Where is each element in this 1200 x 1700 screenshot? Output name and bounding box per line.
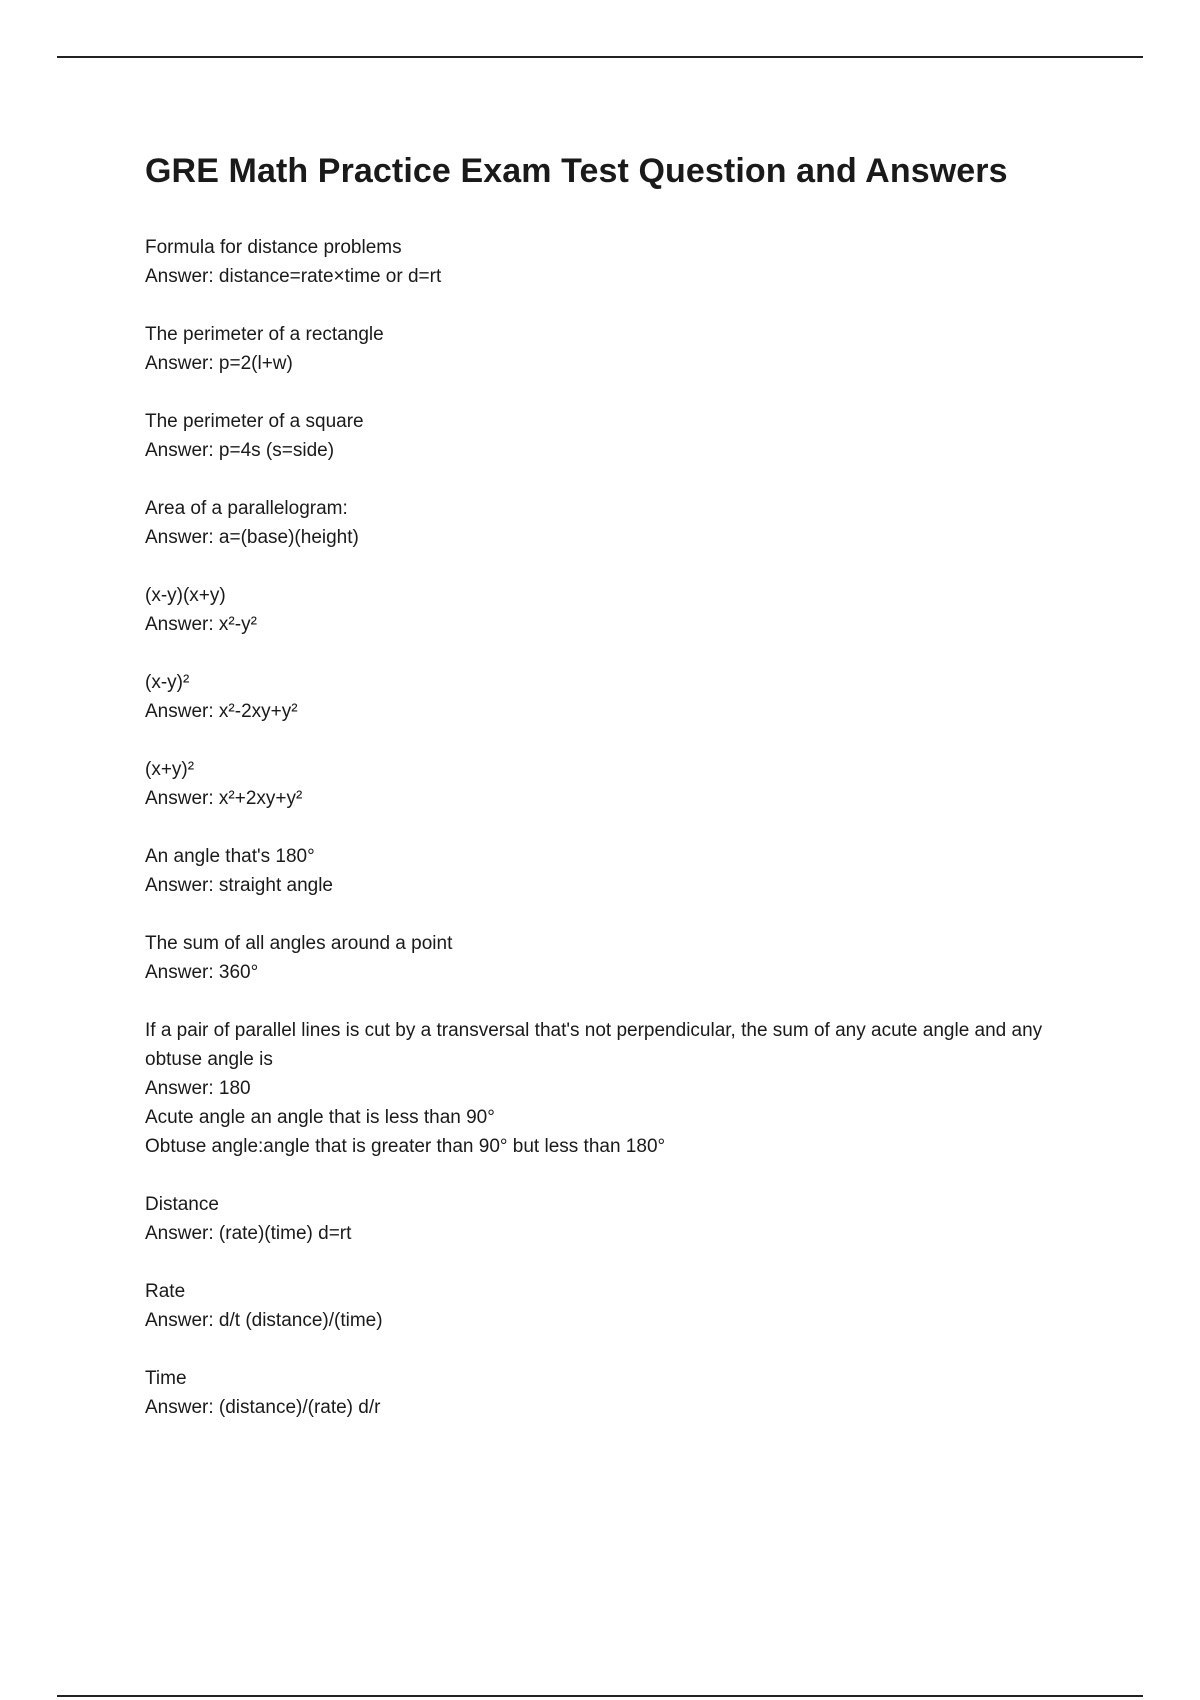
question-text: (x-y)(x+y) [145,585,226,606]
qa-item [145,1364,1075,1422]
footer-rule [57,1695,1143,1697]
qa-item [145,407,1075,465]
question-text: The sum of all angles around a point [145,933,453,954]
answer-text: Answer: a=(base)(height) [145,527,359,548]
note-text: Obtuse angle:angle that is greater than 90° but less than 180° [145,1136,666,1157]
answer-text: Answer: x²+2xy+y² [145,788,303,809]
qa-item [145,755,1075,813]
qa-item [145,842,1075,900]
answer-text: Answer: x²-2xy+y² [145,701,298,722]
question-text: Time [145,1368,187,1389]
qa-item [145,494,1075,552]
qa-item [145,929,1075,987]
question-text: An angle that's 180° [145,846,315,867]
question-text: If a pair of parallel lines is cut by a transversal that's not perpendicular, the sum of any acute angle and any obtuse angle is [145,1020,1043,1070]
question-text: (x+y)² [145,759,195,780]
question-text: (x-y)² [145,672,190,693]
answer-text: Answer: p=4s (s=side) [145,440,335,461]
qa-item [145,581,1075,639]
document-title: GRE Math Practice Exam Test Question and Answers [145,152,1008,190]
qa-item [145,1190,1075,1248]
answer-text: Answer: x²-y² [145,614,257,635]
answer-text: Answer: (distance)/(rate) d/r [145,1397,381,1418]
qa-item [145,668,1075,726]
question-text: The perimeter of a rectangle [145,324,384,345]
qa-item [145,1016,1075,1161]
qa-item [145,320,1075,378]
answer-text: Answer: 360° [145,962,259,983]
question-text: Rate [145,1281,186,1302]
header-rule [57,56,1143,58]
answer-text: Answer: (rate)(time) d=rt [145,1223,352,1244]
note-text: Acute angle an angle that is less than 90° [145,1107,495,1128]
question-text: Formula for distance problems [145,237,402,258]
answer-text: Answer: 180 [145,1078,251,1099]
document-body [145,145,1075,1451]
answer-text: Answer: straight angle [145,875,333,896]
answer-text: Answer: p=2(l+w) [145,353,293,374]
question-text: Area of a parallelogram: [145,498,348,519]
qa-item [145,233,1075,291]
answer-text: Answer: distance=rate×time or d=rt [145,266,442,287]
question-text: Distance [145,1194,219,1215]
question-text: The perimeter of a square [145,411,364,432]
qa-item [145,1277,1075,1335]
answer-text: Answer: d/t (distance)/(time) [145,1310,383,1331]
